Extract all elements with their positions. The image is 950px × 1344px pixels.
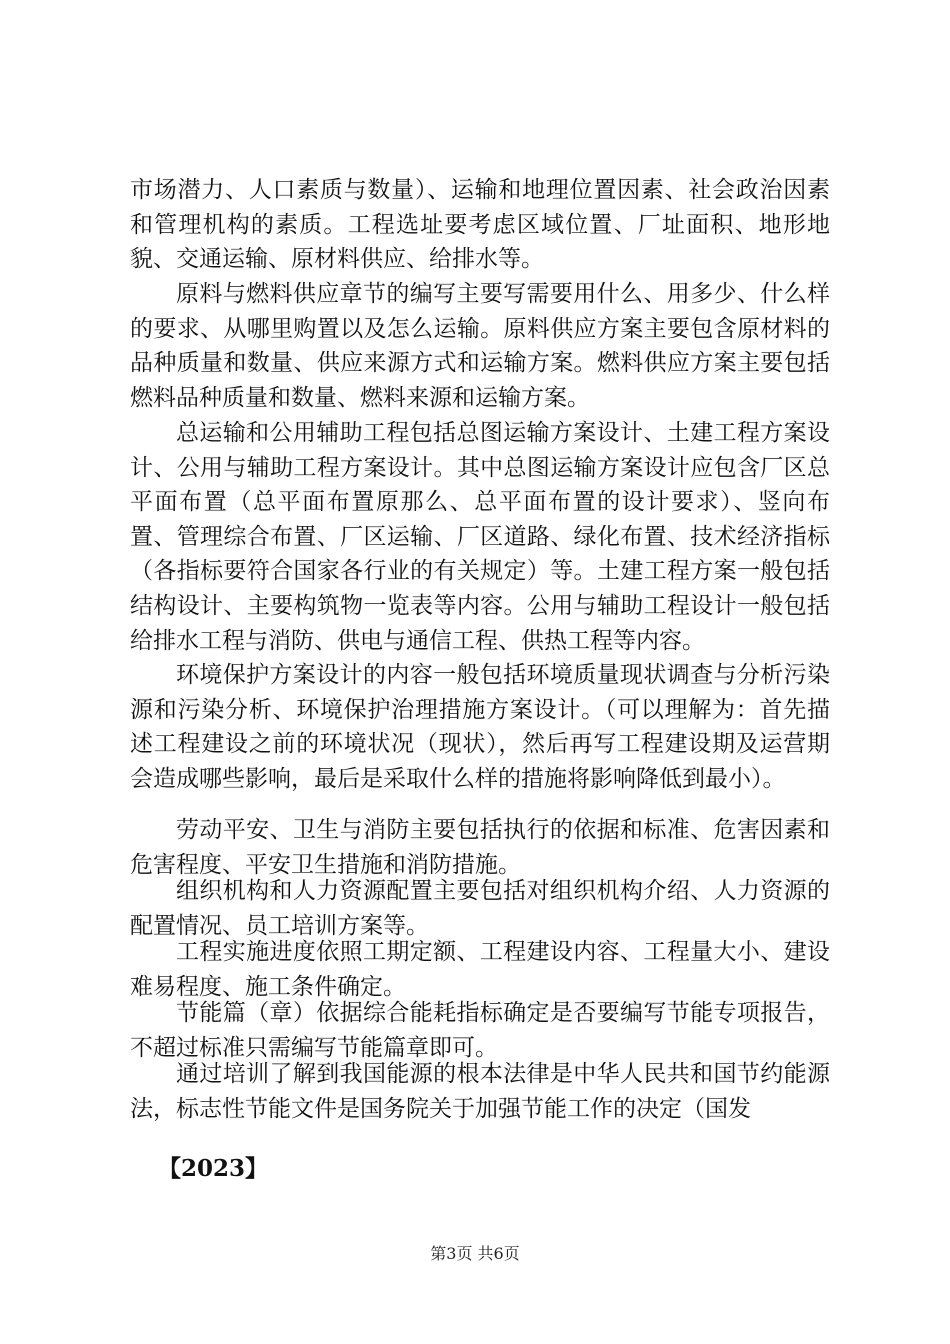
- paragraph-site-selection: 市场潜力、人口素质与数量）、运输和地理位置因素、社会政治因素和管理机构的素质。工程选址要考虑区域位置、厂址面积、地形地貌、交通运输、原材料供应、给排水等。: [130, 177, 830, 273]
- paragraph-environmental-protection: 环境保护方案设计的内容一般包括环境质量现状调查与分析污染源和污染分析、环境保护治理措施方案设计。（可以理解为：首先描述工程建设之前的环境状况（现状），然后再写工程建设期及运营期会造成哪些影响，最后是采取什么样的措施将影响降低到最小）。: [130, 662, 830, 792]
- page-footer: 第3页 共6页: [430, 1244, 520, 1263]
- paragraph-general-transport: 总运输和公用辅助工程包括总图运输方案设计、土建工程方案设计、公用与辅助工程方案设计。其中总图运输方案设计应包含厂区总平面布置（总平面布置原那么、总平面布置的设计要求）、竖向布置、管理综合布置、厂区运输、厂区道路、绿化布置、技术经济指标（各指标要符合国家各行业的有关规定）等。土建工程方案一般包括结构设计、主要构筑物一览表等内容。公用与辅助工程设计一般包括给排水工程与消防、供电与通信工程、供热工程等内容。: [130, 420, 830, 654]
- paragraph-labor-safety: 劳动平安、卫生与消防主要包括执行的依据和标准、危害因素和危害程度、平安卫生措施和消防措施。: [130, 817, 830, 878]
- paragraph-raw-material-supply: 原料与燃料供应章节的编写主要写需要用什么、用多少、什么样的要求、从哪里购置以及怎么运输。原料供应方案主要包含原材料的品种质量和数量、供应来源方式和运输方案。燃料供应方案主要包括燃料品种质量和数量、燃料来源和运输方案。: [130, 281, 830, 411]
- paragraph-schedule: 工程实施进度依照工期定额、工程建设内容、工程量大小、建设难易程度、施工条件确定。: [130, 939, 830, 1000]
- paragraph-organization: 组织机构和人力资源配置主要包括对组织机构介绍、人力资源的配置情况、员工培训方案等。: [130, 878, 830, 939]
- paragraph-energy-saving: 节能篇（章）依据综合能耗指标确定是否要编写节能专项报告，不超过标准只需编写节能篇章即可。: [130, 1000, 830, 1061]
- paragraph-energy-law: 通过培训了解到我国能源的根本法律是中华人民共和国节约能源法，标志性节能文件是国务院关于加强节能工作的决定（国发: [130, 1061, 830, 1122]
- year-heading: 【2023】: [158, 1155, 269, 1182]
